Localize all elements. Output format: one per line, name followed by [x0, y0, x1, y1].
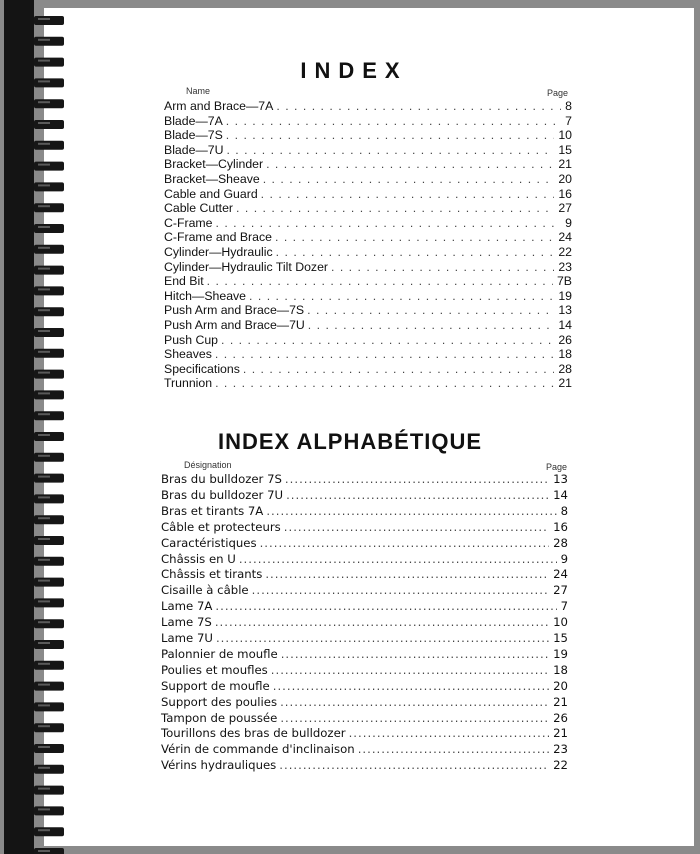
entry-name: Cylinder—Hydraulic Tilt Dozer: [164, 259, 329, 274]
leader-dots: [207, 274, 553, 288]
binding-coil: [34, 765, 64, 774]
entry-page: 24: [558, 230, 572, 245]
index-page-header: Page: [547, 88, 569, 98]
leader-dots: [286, 488, 549, 502]
entry-page: 18: [558, 347, 572, 362]
leader-dots: [216, 216, 562, 230]
entry-name: Push Arm and Brace—7S: [164, 303, 305, 318]
leader-dots: [226, 114, 561, 128]
binding-coil-highlight: [38, 143, 50, 145]
binding-coil-highlight: [38, 663, 50, 665]
leader-dots: [349, 726, 550, 740]
index-entry: [161, 520, 568, 536]
entry-page: 22: [558, 245, 572, 259]
entry-name: Cable and Guard: [164, 186, 258, 201]
entry-name: Blade—7U: [164, 142, 224, 157]
binding-coil-highlight: [38, 39, 50, 41]
leader-dots: [243, 362, 554, 376]
entry-name: Push Cup: [164, 332, 219, 347]
leader-dots: [263, 172, 555, 186]
entry-name: Blade—7S: [164, 128, 223, 143]
binding-coil-highlight: [38, 164, 50, 166]
index-entry: [164, 289, 572, 304]
entry-page: 21: [553, 726, 568, 741]
index-entry: [164, 114, 572, 129]
index-entry: [161, 679, 568, 695]
index-entry: [164, 347, 572, 362]
binding-coil: [34, 390, 64, 399]
entry-name: Arm and Brace—7A: [164, 99, 274, 113]
index-entry: [164, 201, 572, 216]
binding-coil: [34, 328, 64, 337]
binding-coil-highlight: [38, 517, 50, 519]
binding-coil-highlight: [38, 455, 50, 457]
binding-coil: [34, 827, 64, 836]
index-entry: [164, 230, 572, 245]
leader-dots: [215, 347, 554, 361]
index-entry: [161, 504, 568, 520]
index-entry: [164, 245, 572, 260]
binding-coil: [34, 266, 64, 275]
binding-coil: [34, 640, 64, 649]
leader-dots: [221, 333, 554, 347]
entry-name: Bracket—Sheave: [164, 172, 260, 186]
binding-coil-highlight: [38, 392, 50, 394]
binding-coil: [34, 786, 64, 795]
leader-dots: [331, 260, 554, 274]
index-entry: [161, 488, 568, 504]
index-entry: [161, 726, 568, 742]
entry-page: 14: [553, 487, 568, 502]
index-entry: [161, 711, 568, 727]
leader-dots: [216, 631, 549, 645]
entry-page: 23: [558, 259, 572, 274]
binding-coil-highlight: [38, 808, 50, 810]
binding-coil-highlight: [38, 330, 50, 332]
leader-dots: [252, 583, 549, 597]
leader-dots: [215, 599, 556, 613]
leader-dots: [280, 695, 549, 709]
leader-dots: [266, 157, 554, 171]
leader-dots: [261, 187, 555, 201]
entry-name: Hitch—Sheave: [164, 288, 247, 303]
index-entry: [164, 172, 572, 187]
binding-coil: [34, 494, 64, 503]
binding-coil-highlight: [38, 413, 50, 415]
entry-name: Blade—7A: [164, 113, 223, 128]
binding-coil: [34, 619, 64, 628]
entry-name: C-Frame and Brace: [164, 230, 272, 245]
binding-coil: [34, 349, 64, 358]
leader-dots: [280, 711, 549, 725]
entry-name: Cisaille à câble: [161, 583, 249, 598]
entry-page: 24: [553, 567, 568, 582]
leader-dots: [279, 758, 549, 772]
entry-page: 9: [560, 551, 568, 566]
binding-coil-highlight: [38, 226, 50, 228]
binding-coil: [34, 224, 64, 233]
entry-name: Poulies et moufles: [161, 662, 268, 677]
leader-dots: [358, 742, 549, 756]
index-entry: [161, 583, 568, 599]
entry-page: 16: [553, 519, 568, 534]
index-fr-name-header: Désignation: [184, 460, 232, 470]
index-title: INDEX: [300, 58, 408, 83]
entry-name: Support de moufle: [161, 678, 270, 693]
leader-dots: [281, 647, 549, 661]
entry-name: Bras du bulldozer 7S: [161, 472, 282, 486]
index-entry: [161, 695, 568, 711]
spiral-binding: [0, 0, 70, 854]
binding-coil: [34, 806, 64, 815]
entry-page: 10: [553, 615, 568, 630]
entry-name: End Bit: [164, 274, 204, 289]
binding-coil: [34, 578, 64, 587]
binding-coil: [34, 411, 64, 420]
binding-coil: [34, 474, 64, 483]
entry-page: 20: [553, 678, 568, 693]
index-fr-title: INDEX ALPHABÉTIQUE: [217, 429, 483, 454]
entry-name: Cable Cutter: [164, 201, 234, 216]
binding-coil-highlight: [38, 538, 50, 540]
leader-dots: [266, 504, 556, 518]
entry-page: 10: [558, 128, 572, 143]
index-entry: [164, 274, 572, 289]
binding-coil-highlight: [38, 621, 50, 623]
binding-coil-highlight: [38, 600, 50, 602]
leader-dots: [249, 289, 554, 303]
entry-page: 28: [558, 361, 572, 376]
binding-coil: [34, 120, 64, 129]
binding-coil-highlight: [38, 788, 50, 790]
binding-coil: [34, 744, 64, 753]
binding-coil-highlight: [38, 496, 50, 498]
index-entry: [161, 615, 568, 631]
index-entry: [161, 552, 568, 568]
index-entry: [161, 758, 568, 774]
entry-page: 15: [553, 631, 568, 645]
leader-dots: [265, 567, 549, 581]
index-entry: [161, 536, 568, 552]
entry-page: 9: [565, 215, 572, 230]
binding-coil: [34, 99, 64, 108]
index-entry: [164, 260, 572, 275]
entry-page: 8: [560, 503, 568, 518]
entry-name: Trunnion: [164, 376, 213, 391]
entry-name: Tampon de poussée: [161, 710, 278, 725]
entry-name: Specifications: [164, 361, 240, 376]
entry-name: Lame 7S: [161, 615, 212, 630]
leader-dots: [226, 128, 555, 142]
entry-name: Bras du bulldozer 7U: [161, 487, 284, 502]
binding-coil: [34, 307, 64, 316]
entry-page: 21: [558, 157, 572, 172]
leader-dots: [239, 552, 557, 566]
binding-coil: [34, 245, 64, 254]
entry-page: 27: [558, 201, 572, 216]
entry-page: 13: [558, 303, 572, 318]
entry-page: 26: [553, 710, 568, 725]
binding-coil: [34, 515, 64, 524]
index-entry: [161, 599, 568, 615]
entry-page: 13: [553, 472, 568, 486]
entry-name: Lame 7A: [161, 599, 213, 614]
index-entry: [164, 333, 572, 348]
binding-coil: [34, 723, 64, 732]
entry-name: Châssis en U: [161, 551, 236, 566]
entry-name: Bras et tirants 7A: [161, 503, 264, 518]
index-entry: [161, 631, 568, 647]
leader-dots: [285, 472, 549, 486]
index-entry: [161, 567, 568, 583]
binding-coil: [34, 682, 64, 691]
entry-name: Câble et protecteurs: [161, 519, 281, 534]
entry-name: Vérins hydrauliques: [161, 758, 277, 773]
entry-name: Caractéristiques: [161, 535, 257, 550]
index-entry: [161, 663, 568, 679]
entry-name: Palonnier de moufle: [161, 646, 278, 661]
binding-coil-highlight: [38, 746, 50, 748]
binding-coil-highlight: [38, 205, 50, 207]
binding-coil-highlight: [38, 351, 50, 353]
binding-coil: [34, 661, 64, 670]
leader-dots: [236, 201, 554, 215]
index-entry: [164, 303, 572, 318]
leader-dots: [276, 99, 561, 113]
index-entry: [164, 362, 572, 377]
binding-coil: [34, 286, 64, 295]
entry-name: Push Arm and Brace—7U: [164, 318, 305, 332]
entry-page: 14: [558, 318, 572, 332]
binding-coil-highlight: [38, 850, 50, 852]
leader-dots: [276, 245, 555, 259]
leader-dots: [271, 663, 549, 677]
binding-coil: [34, 141, 64, 150]
entry-name: Vérin de commande d'inclinaison: [161, 742, 355, 757]
binding-coil-highlight: [38, 829, 50, 831]
entry-page: 21: [558, 376, 572, 391]
entry-page: 19: [553, 646, 568, 661]
binding-coil: [34, 16, 64, 25]
binding-coil: [34, 370, 64, 379]
index-entry: [164, 216, 572, 231]
index-entry: [164, 187, 572, 202]
index-entry: [164, 128, 572, 143]
binding-coil: [34, 37, 64, 46]
binding-coil: [34, 598, 64, 607]
binding-coil-highlight: [38, 704, 50, 706]
leader-dots: [308, 318, 555, 332]
entry-name: Bracket—Cylinder: [164, 157, 264, 172]
entry-name: Lame 7U: [161, 631, 213, 645]
entry-name: C-Frame: [164, 215, 213, 230]
entry-name: Cylinder—Hydraulic: [164, 245, 273, 259]
entry-page: 15: [558, 142, 572, 157]
index-entry: [164, 157, 572, 172]
binding-coil-highlight: [38, 18, 50, 20]
leader-dots: [284, 520, 549, 534]
entry-name: Support des poulies: [161, 694, 278, 709]
binding-coil-highlight: [38, 642, 50, 644]
binding-coil-highlight: [38, 247, 50, 249]
binding-coil-highlight: [38, 580, 50, 582]
entry-name: Châssis et tirants: [161, 567, 263, 582]
entry-page: 16: [558, 186, 572, 201]
leader-dots: [275, 230, 554, 244]
binding-coil: [34, 557, 64, 566]
entry-page: 8: [565, 99, 572, 113]
entry-page: 20: [558, 172, 572, 186]
binding-coil: [34, 203, 64, 212]
index-entry: [161, 647, 568, 663]
binding-coil-highlight: [38, 309, 50, 311]
binding-coil-highlight: [38, 767, 50, 769]
binding-coil-highlight: [38, 559, 50, 561]
binding-coil: [34, 162, 64, 171]
binding-coil-highlight: [38, 372, 50, 374]
entry-page: 7: [565, 113, 572, 128]
binding-coil: [34, 702, 64, 711]
leader-dots: [273, 679, 549, 693]
entry-page: 23: [553, 742, 568, 757]
leader-dots: [215, 615, 549, 629]
entry-page: 18: [553, 662, 568, 677]
binding-coil: [34, 536, 64, 545]
entry-page: 26: [558, 332, 572, 347]
binding-coil-highlight: [38, 268, 50, 270]
leader-dots: [215, 376, 554, 390]
index-entry: [161, 742, 568, 758]
index-entry: [164, 318, 572, 333]
leader-dots: [226, 143, 554, 157]
binding-coil-highlight: [38, 684, 50, 686]
entry-page: 7: [560, 599, 568, 614]
entry-page: 21: [553, 694, 568, 709]
leader-dots: [260, 536, 550, 550]
index-name-header: Name: [186, 86, 211, 96]
binding-coil: [34, 182, 64, 191]
index-fr-page-header: Page: [546, 462, 568, 472]
index-entry: [164, 143, 572, 158]
entry-name: Tourillons des bras de bulldozer: [161, 726, 346, 741]
index-entry: [164, 376, 572, 391]
entry-page: 27: [553, 583, 568, 598]
index-entry: [164, 99, 572, 114]
binding-coil-highlight: [38, 122, 50, 124]
index-entry: [161, 472, 568, 488]
entry-page: 7B: [556, 274, 572, 289]
binding-coil-highlight: [38, 184, 50, 186]
binding-coil-highlight: [38, 288, 50, 290]
binding-coil-highlight: [38, 725, 50, 727]
binding-coil-highlight: [38, 101, 50, 103]
leader-dots: [307, 303, 554, 317]
binding-coil-highlight: [38, 476, 50, 478]
entry-page: 22: [553, 758, 568, 773]
entry-page: 19: [558, 288, 572, 303]
entry-page: 28: [553, 535, 568, 550]
entry-name: Sheaves: [164, 347, 212, 362]
